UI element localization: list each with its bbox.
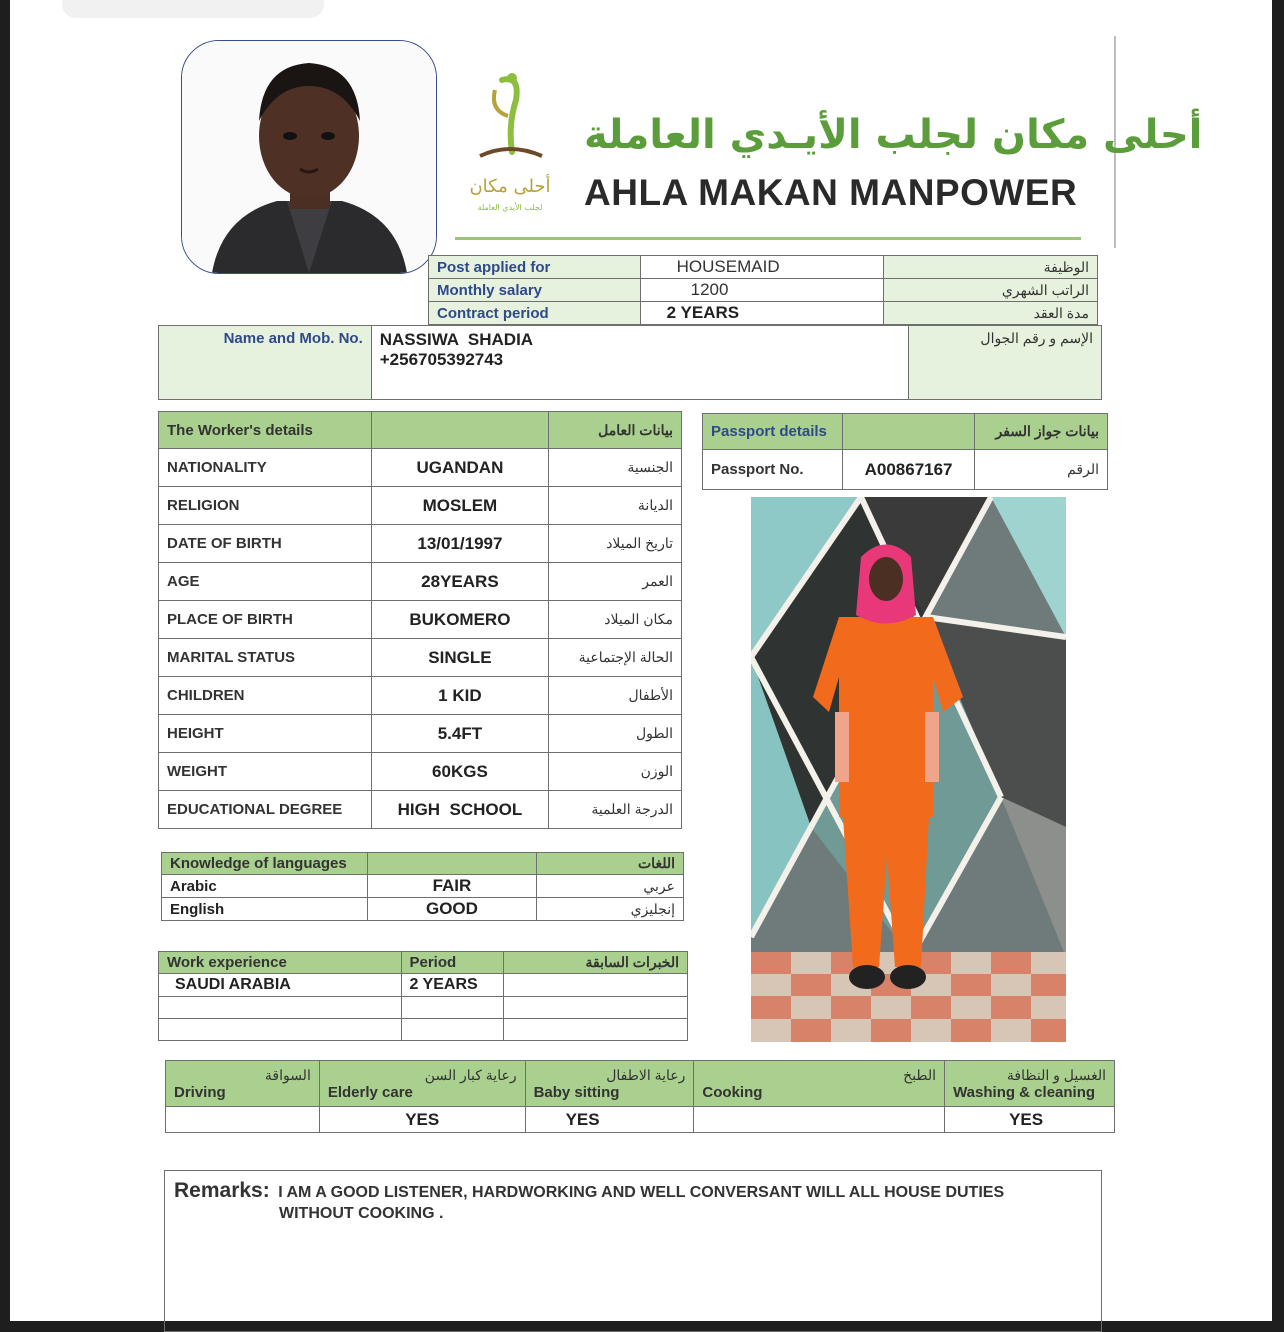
company-name-english: AHLA MAKAN MANPOWER [584,172,1078,213]
skill-label: Cooking [702,1083,763,1101]
post-table [428,255,1098,325]
passport-table [702,413,1108,490]
experience-empty-cell [159,1019,402,1041]
detail-value: 60KGS [371,753,549,791]
detail-value: MOSLEM [371,487,549,525]
worker-details-title-ar: بيانات العامل [549,412,682,449]
experience-empty-cell [401,997,504,1019]
detail-value: UGANDAN [371,449,549,487]
experience-title: Work experience [159,952,402,974]
detail-value: 13/01/1997 [371,525,549,563]
languages-blank [367,853,537,875]
skill-label: Elderly care [327,1083,413,1101]
detail-label: DATE OF BIRTH [159,525,372,563]
detail-label-ar: الجنسية [549,449,682,487]
language-label-ar: إنجليزي [537,898,684,921]
salary-label: Monthly salary [429,279,641,302]
header-divider [455,237,1081,240]
detail-label: RELIGION [159,487,372,525]
experience-empty-cell [401,1019,504,1041]
post-label-ar: الوظيفة [884,256,1098,279]
skill-value: YES [319,1107,525,1133]
skill-label-ar: الغسيل و النظافة [1006,1066,1106,1083]
detail-value: 28YEARS [371,563,549,601]
detail-label-ar: الدرجة العلمية [549,791,682,829]
salary-value: 1200 [640,279,884,302]
skill-label-ar: السواقة [264,1066,311,1083]
language-label-ar: عربي [537,875,684,898]
worker-details-table [158,411,682,829]
detail-label: WEIGHT [159,753,372,791]
passport-no-value: A00867167 [842,450,975,490]
svg-text:لجلب الأيدي العاملة: لجلب الأيدي العاملة [477,203,543,212]
detail-label: AGE [159,563,372,601]
language-level: GOOD [367,898,537,921]
passport-title-ar: بيانات جواز السفر [975,414,1108,450]
remarks-line2: WITHOUT COOKING . [279,1205,444,1222]
passport-blank [842,414,975,450]
worker-details-blank [371,412,549,449]
experience-empty-cell [504,997,688,1019]
detail-label: MARITAL STATUS [159,639,372,677]
contract-label-ar: مدة العقد [884,302,1098,325]
portrait-photo [181,40,437,274]
detail-label-ar: تاريخ الميلاد [549,525,682,563]
experience-empty-cell [504,1019,688,1041]
remarks-colon: : [262,1179,270,1202]
experience-title-ar: الخبرات السابقة [504,952,688,974]
experience-empty-cell [504,974,688,997]
worker-phone: +256705392743 [379,350,504,369]
skill-value [694,1107,945,1133]
skill-value: YES [525,1107,694,1133]
languages-title-ar: اللغات [537,853,684,875]
skills-table [165,1060,1115,1133]
detail-label: EDUCATIONAL DEGREE [159,791,372,829]
passport-no-label: Passport No. [703,450,843,490]
detail-label-ar: الوزن [549,753,682,791]
detail-label: HEIGHT [159,715,372,753]
detail-label: PLACE OF BIRTH [159,601,372,639]
salary-label-ar: الراتب الشهري [884,279,1098,302]
languages-table [161,852,684,921]
company-logo [450,70,570,220]
passport-no-label-ar: الرقم [975,450,1108,490]
worker-details-title: The Worker's details [159,412,372,449]
detail-label-ar: الطول [549,715,682,753]
detail-value: 1 KID [371,677,549,715]
detail-label-ar: الحالة الإجتماعية [549,639,682,677]
detail-label-ar: الديانة [549,487,682,525]
language-level: FAIR [367,875,537,898]
viewer-top-bar [62,0,324,18]
detail-label-ar: العمر [549,563,682,601]
contract-value: 2 YEARS [640,302,884,325]
detail-value: 5.4FT [371,715,549,753]
detail-label-ar: الأطفال [549,677,682,715]
worker-name: NASSIWA SHADIA [379,330,534,349]
detail-label-ar: مكان الميلاد [549,601,682,639]
skill-label-ar: رعاية كبار السن [424,1066,517,1083]
experience-empty-cell [159,997,402,1019]
skill-label-ar: رعاية الاطفال [606,1066,686,1083]
post-label: Post applied for [429,256,641,279]
skill-label-ar: الطبخ [903,1066,937,1083]
name-label: Name and Mob. No. [159,326,372,400]
detail-value: SINGLE [371,639,549,677]
detail-label: NATIONALITY [159,449,372,487]
svg-text:أحلى مكان: أحلى مكان [469,176,551,197]
contract-label: Contract period [429,302,641,325]
remarks-line1: I AM A GOOD LISTENER, HARDWORKING AND WELL CONVERSANT WILL ALL HOUSE DUTIES [278,1184,1005,1201]
skill-value [166,1107,320,1133]
detail-label: CHILDREN [159,677,372,715]
skill-label: Baby sitting [533,1083,620,1101]
skill-label: Driving [174,1083,226,1101]
name-table [158,325,1102,400]
skill-label: Washing & cleaning [953,1083,1096,1101]
name-label-ar: الإسم و رقم الجوال [909,326,1102,400]
remarks-label: Remarks [174,1179,263,1202]
work-experience-table [158,951,688,1041]
full-body-photo [751,497,1066,1042]
detail-value: BUKOMERO [371,601,549,639]
experience-period-label: Period [401,952,504,974]
post-value: HOUSEMAID [640,256,884,279]
language-label: English [162,898,368,921]
experience-period: 2 YEARS [401,974,504,997]
detail-value: HIGH SCHOOL [371,791,549,829]
skill-value: YES [945,1107,1115,1133]
language-label: Arabic [162,875,368,898]
passport-title: Passport details [703,414,843,450]
company-name-arabic: أحلى مكان لجلب الأيـدي العاملة [584,112,1203,158]
remarks-box [164,1170,1102,1332]
languages-title: Knowledge of languages [162,853,368,875]
experience-country: SAUDI ARABIA [159,974,402,997]
